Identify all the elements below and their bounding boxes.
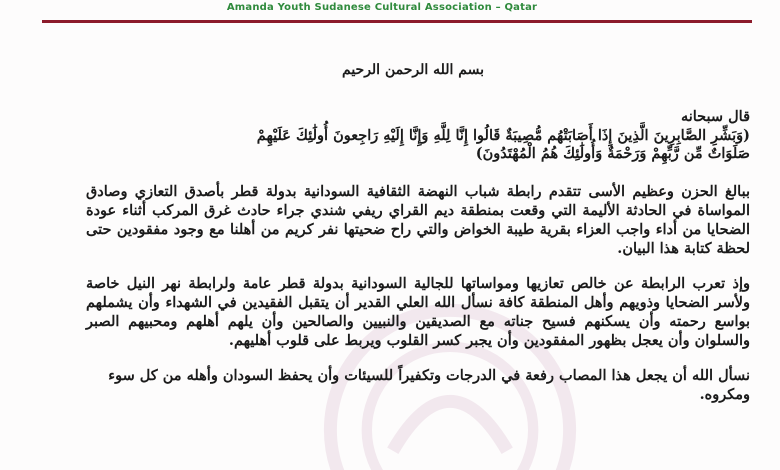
letter-body [86, 28, 750, 404]
condolence-paragraph-2: وإذ تعرب الرابطة عن خالص تعازيها ومواساتها للجالية السودانية بدولة قطر عامة ولرابطة نهر النيل خاصة ولأسر الضحايا وذويهم وأهل المنطقة كافة نسأل الله العلي القدير أن يتقبل الفقيدين في الشهداء وأن يشملهم بواسع رحمته وأن يسكنهم فسيح جناته مع الصديقين والنبيين والصالحين وأن يلهم أهلهم ومحبيهم الصبر والسلوان وأن يعجل بظهور المفقودين وأن يجبر كسر القلوب ويربط على قلوب أهليهم. [86, 275, 750, 349]
condolence-paragraph-1: ببالغ الحزن وعظيم الأسى تتقدم رابطة شباب النهضة الثقافية السودانية بدولة قطر بأصدق التعازي وصادق المواساة في الحادثة الأليمة التي وقعت بمنطقة ديم القراي ريفي شندي جراء حادث غرق المركب أثناء عودة الضحايا من أداء واجب العزاء بقرية طيبة الخواض والتي راح ضحيتها نفر كريم من أهلنا مع وجود مفقودين حتى لحظة كتابة هذا البيان. [86, 183, 750, 257]
basmala: بسم الله الرحمن الرحيم [342, 62, 484, 78]
association-name: Amanda Youth Sudanese Cultural Association – Qatar [226, 2, 538, 13]
header-divider [42, 20, 752, 23]
quran-verse-line-2: صَلَوَاتٌ مِّن رَّبِّهِمْ وَرَحْمَةٌ وَأُولَٰئِكَ هُمُ الْمُهْتَدُونَ) [475, 145, 750, 162]
quran-verse-line-1: (وَبَشِّرِ الصَّابِرِينَ الَّذِينَ إِذَا أَصَابَتْهُم مُّصِيبَةٌ قَالُوا إِنَّا لِلَّهِ وَإِنَّا إِلَيْهِ رَاجِعونَ أُولَٰئِكَ عَلَيْهِمْ [256, 127, 750, 144]
condolence-paragraph-3: نسأل الله أن يجعل هذا المصاب رفعة في الدرجات وتكفيراً للسيئات وأن يحفظ السودان وأهله من كل سوء ومكروه. [108, 367, 750, 403]
letterhead [0, 0, 780, 16]
quran-intro: قال سبحانه [680, 108, 750, 125]
